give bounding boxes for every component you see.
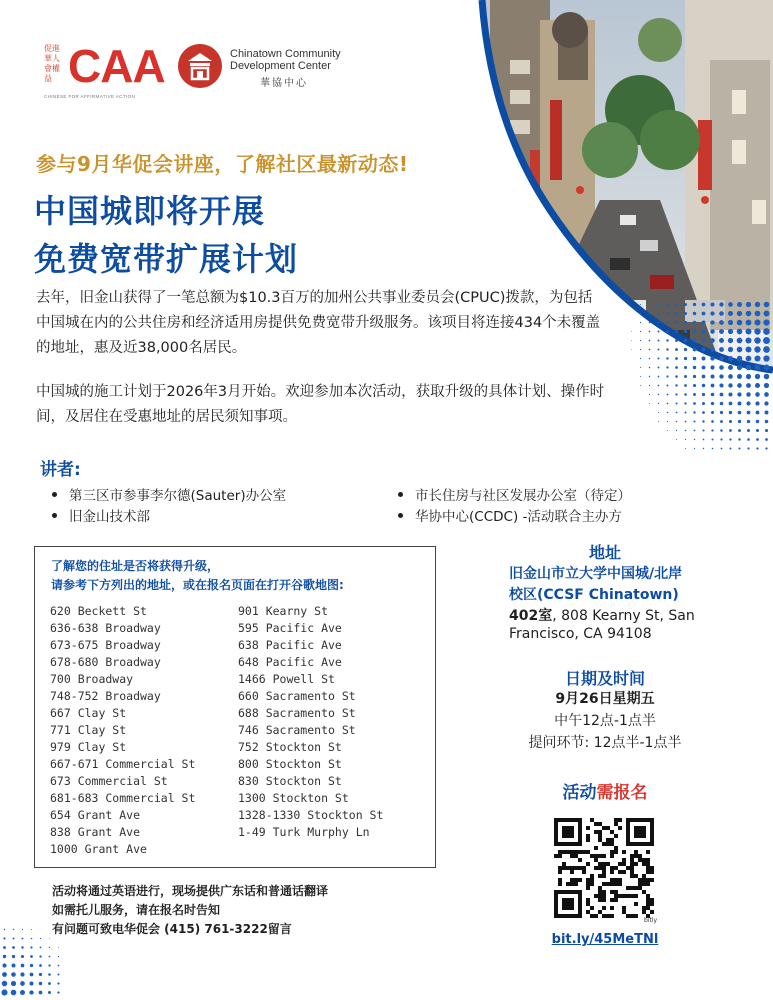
schedule-paragraph: 中国城的施工计划于2026年3月开始。欢迎参加本次活动，获取升级的具体计划、操作时间，及居住在受惠地址的居民须知事项。: [36, 384, 605, 425]
language-note: 活动将通过英语进行，现场提供广东话和普通话翻译: [52, 884, 329, 898]
address-item: 638 Pacific Ave: [238, 638, 342, 652]
qr-bitly-label: bitly: [644, 917, 658, 924]
speaker-item: [398, 484, 631, 504]
speakers-heading: 讲者:: [40, 460, 81, 480]
bullet-dot: [52, 492, 57, 497]
halftone-dots-right: [600, 300, 773, 450]
ccdc-name-line-2: Development Center: [230, 60, 331, 72]
childcare-note: 如需托儿服务，请在报名时告知: [52, 903, 221, 917]
location-heading: 地址: [588, 543, 621, 562]
eligible-address-box: [34, 546, 436, 868]
speaker-label: 第三区市参事李尔德(Sauter)办公室: [69, 488, 287, 504]
speaker-label: 华协中心(CCDC) -活动联合主办方: [415, 509, 622, 525]
caa-logo-text: CAA: [68, 40, 165, 92]
ccdc-name-line-1: Chinatown Community: [230, 48, 341, 60]
contact-note: 有问题可致电华促会 (415) 761-3222留言: [52, 922, 292, 936]
halftone-dots-left: [0, 880, 60, 1000]
address-item: 673-675 Broadway: [50, 638, 161, 652]
address-item: 654 Grant Ave: [50, 808, 141, 822]
speaker-label: 旧金山技术部: [69, 509, 150, 525]
intro-paragraph: 去年，旧金山获得了一笔总额为$10.3百万的加州公共事业委员会(CPUC)拨款，为包括中国城在内的公共住房和经济适用房提供免费宽带升级服务。该项目将连接434个未覆盖的地址，惠及近38,000名居民。: [36, 290, 601, 356]
location-street: [509, 605, 695, 625]
address-note-line-2: 请参考下方列出的地址，或在报名页面在打开谷歌地图:: [51, 578, 344, 592]
registration-heading-highlight: 需报名: [596, 783, 648, 803]
address-item: 700 Broadway: [50, 672, 134, 686]
address-item: 1300 Stockton St: [238, 791, 349, 805]
ccdc-chinese-name: 華協中心: [260, 78, 308, 89]
location-line-2: 校区(CCSF Chinatown): [509, 587, 679, 603]
registration-heading: [508, 778, 702, 803]
address-item: 1466 Powell St: [238, 672, 335, 686]
address-item: 636-638 Broadway: [50, 621, 161, 635]
address-item: 1328-1330 Stockton St: [238, 808, 384, 822]
location-line-1: 旧金山市立大学中国城/北岸: [509, 566, 683, 582]
bullet-dot: [398, 513, 403, 518]
title-line-1: 中国城即将开展: [34, 192, 266, 230]
address-item: 746 Sacramento St: [238, 723, 356, 737]
address-item: 688 Sacramento St: [238, 706, 356, 720]
address-item: 673 Commercial St: [50, 774, 168, 788]
address-item: 901 Kearny St: [238, 604, 329, 618]
address-item: 800 Stockton St: [238, 757, 342, 771]
address-item: 979 Clay St: [50, 740, 127, 754]
address-item: 1-49 Turk Murphy Ln: [238, 825, 370, 839]
bullet-dot: [398, 492, 403, 497]
location-city: Francisco, CA 94108: [509, 626, 652, 642]
registration-qr-code[interactable]: [548, 812, 660, 924]
caa-logo-side-text: 促進華人會權益: [44, 44, 60, 83]
location-room: 402室: [509, 608, 553, 624]
datetime-heading: 日期及时间: [564, 669, 645, 688]
address-list-left: [50, 603, 195, 858]
speaker-item: [52, 505, 150, 525]
address-item: 620 Beckett St: [50, 604, 147, 618]
location-street-text: , 808 Kearny St, San: [552, 608, 695, 624]
address-item: 595 Pacific Ave: [238, 621, 342, 635]
bullet-dot: [52, 513, 57, 518]
address-item: 771 Clay St: [50, 723, 127, 737]
speaker-label: 市长住房与社区发展办公室（待定）: [415, 488, 631, 504]
qa-session-time: 提问环节: 12点半-1点半: [528, 735, 682, 751]
address-note-line-1: 了解您的住址是否将获得升级，: [51, 559, 220, 573]
registration-heading-prefix: 活动: [562, 783, 597, 803]
address-item: 667 Clay St: [50, 706, 127, 720]
address-list-right: [238, 603, 383, 841]
title-line-2: 免费宽带扩展计划: [34, 240, 299, 278]
caa-logo-tagline: CHINESE FOR AFFIRMATIVE ACTION: [44, 94, 136, 99]
address-item: 681-683 Commercial St: [50, 791, 196, 805]
registration-link[interactable]: bit.ly/45MeTNl: [551, 932, 659, 947]
address-item: 752 Stockton St: [238, 740, 342, 754]
event-hours: 中午12点-1点半: [554, 713, 656, 729]
caa-logo: [44, 40, 165, 102]
address-item: 748-752 Broadway: [50, 689, 161, 703]
speaker-item: [52, 484, 286, 504]
address-item: 1000 Grant Ave: [50, 842, 147, 856]
address-item: 830 Stockton St: [238, 774, 342, 788]
address-item: 838 Grant Ave: [50, 825, 141, 839]
address-item: 667-671 Commercial St: [50, 757, 196, 771]
event-date: 9月26日星期五: [555, 691, 655, 707]
ccdc-name: [230, 48, 341, 72]
address-item: 678-680 Broadway: [50, 655, 161, 669]
speaker-item: [398, 505, 622, 525]
address-item: 648 Pacific Ave: [238, 655, 342, 669]
ccdc-building-icon: [178, 44, 222, 88]
event-subtitle: 参与9月华促会讲座，了解社区最新动态!: [36, 152, 409, 176]
address-item: 660 Sacramento St: [238, 689, 356, 703]
ccdc-logo: [178, 44, 358, 90]
